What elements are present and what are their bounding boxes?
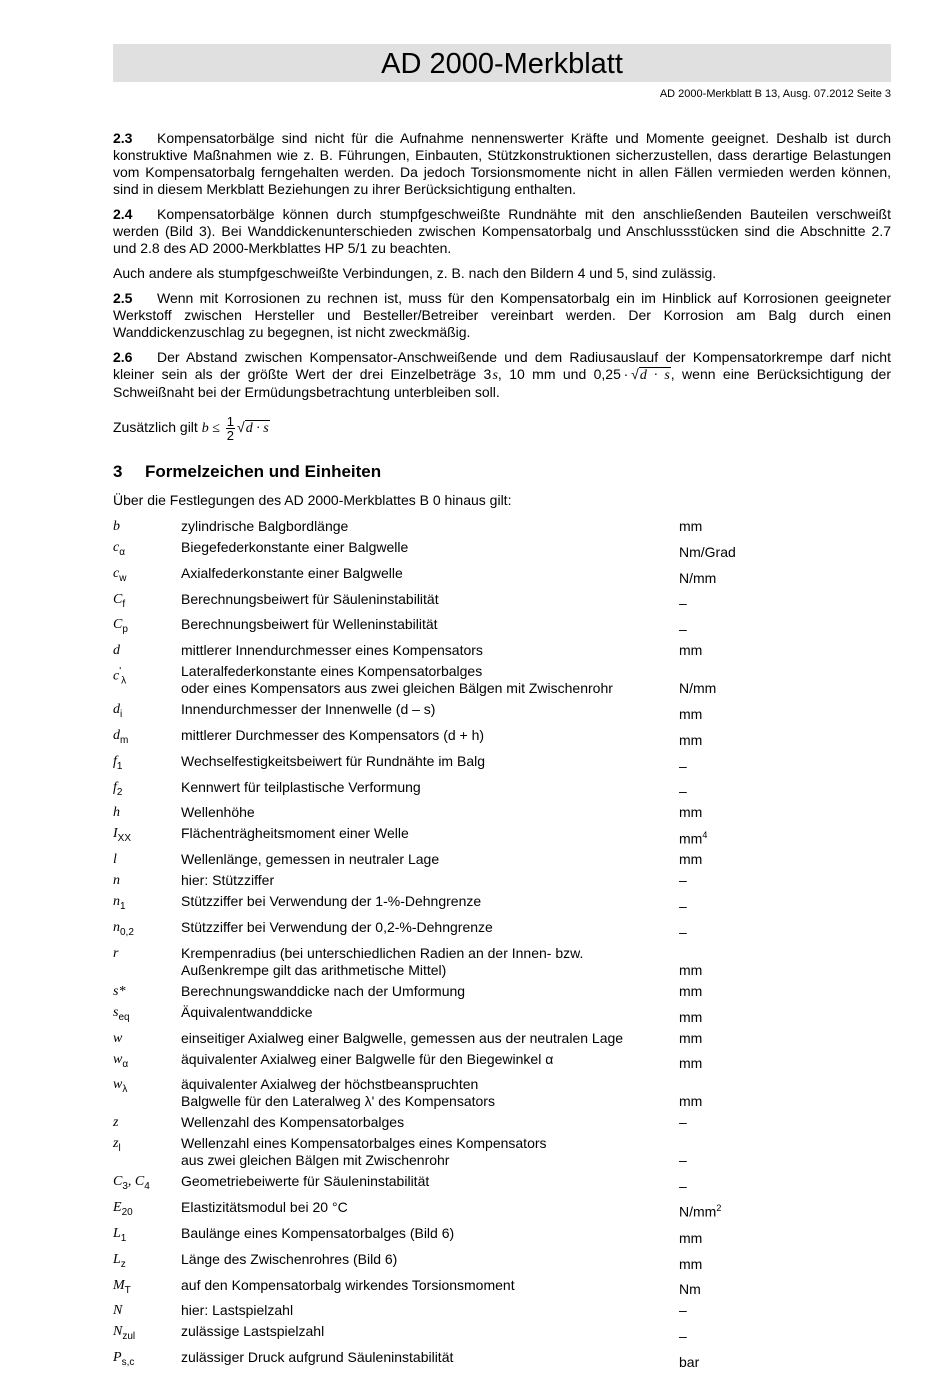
symbol-unit: – — [679, 872, 687, 889]
symbol-unit: – — [679, 1302, 687, 1319]
fraction-numerator: 1 — [226, 414, 235, 429]
header-subtitle: AD 2000-Merkblatt B 13, Ausg. 07.2012 Seite 3 — [659, 88, 891, 100]
symbol: $n_{0,2}$ — [113, 919, 134, 938]
symbol-description: Berechnungsbeiwert für Welleninstabilität — [181, 616, 438, 633]
symbol-unit: mm — [679, 851, 703, 868]
symbol-row — [113, 753, 891, 775]
symbol-row — [113, 616, 891, 638]
section-number: 2.5 — [113, 290, 133, 306]
symbol-description: Krempenradius (bei unterschiedlichen Radien an der Innen- bzw. Außenkrempe gilt das arithmetische Mittel) — [181, 944, 584, 978]
chapter-intro: Über die Festlegungen des AD 2000-Merkblattes B 0 hinaus gilt: — [113, 492, 512, 508]
symbol-description: Kennwert für teilplastische Verformung — [181, 778, 421, 795]
section-2-5 — [113, 290, 891, 341]
symbol: $c_\alpha$ — [113, 540, 125, 558]
symbol-row — [113, 642, 891, 659]
symbol-description: Innendurchmesser der Innenwelle (d – s) — [181, 701, 436, 718]
additional-condition: Zusätzlich gilt b ≤ $\frac{1}{2}$ √d · s — [113, 414, 269, 443]
additional-label: Zusätzlich gilt — [113, 419, 198, 436]
symbol-row — [113, 663, 891, 697]
symbol: $n_1$ — [113, 894, 126, 912]
symbol-list — [113, 518, 891, 1371]
symbol-unit: – — [679, 923, 687, 940]
symbol-row — [113, 1225, 891, 1247]
section-number: 2.4 — [113, 206, 133, 222]
symbol-unit: – — [679, 1178, 687, 1195]
chapter-number: 3 — [113, 462, 123, 481]
symbol-description: Wellenzahl des Kompensatorbalges — [181, 1114, 405, 1131]
symbol-row — [113, 872, 891, 889]
section-text: Kompensatorbälge sind nicht für die Aufnahme nennenswerter Kräfte und Momente geeignet. Deshalb ist durch konstruktive Maßnahmen wie z. B. Führungen, Einbauten, Stützkonstruktionen sicherzustellen, dass derartige Belastungen vom Kompensatorbalg ferngehalten werden. Da jedoch Torsionsmomente nicht in allen Fällen vermieden werden können, sind in diesem Merkblatt Beziehungen zu ihrer Berücksichtigung enthalten. — [113, 130, 891, 197]
symbol-unit: mm — [679, 1008, 703, 1025]
symbol-unit: bar — [679, 1353, 700, 1370]
symbol: $d_m$ — [113, 727, 129, 746]
symbol-unit: – — [679, 783, 687, 800]
symbol-description: Stützziffer bei Verwendung der 0,2-%-Dehngrenze — [181, 918, 493, 935]
symbol-row — [113, 919, 891, 941]
symbol-row — [113, 539, 891, 561]
symbol: l — [113, 852, 117, 868]
symbol-row — [113, 1277, 891, 1299]
symbol-row — [113, 518, 891, 535]
symbol-row — [113, 1076, 891, 1110]
section-2-6: 2.6 Der Abstand zwischen Kompensator-Anschweißende und dem Radiusauslauf der Kompensatorkrempe darf nicht kleiner sein als der größte Wert der drei Einzelbeträge 3 s, 10 mm und 0,25 · √d · s, wenn eine Berücksichtigung der Schweißnaht bei der Ermüdungsbetrachtung unterbleiben soll. — [113, 349, 892, 400]
symbol: $d_i$ — [113, 702, 123, 720]
symbol-row — [113, 565, 891, 587]
section-number: 2.6 — [113, 349, 133, 365]
symbol: $C_f$ — [113, 591, 126, 610]
section-text: Wenn mit Korrosionen zu rechnen ist, muss für den Kompensatorbalg ein im Hinblick auf Korrosionen geeigneter Werkstoff zwischen Hersteller und Besteller/Betreiber vereinbart werden. Der Korrosion am Balg durch einen Wanddickenzuschlag zu begegnen, ist nicht zweckmäßig. — [113, 290, 891, 340]
symbol-description: Wellenhöhe — [181, 804, 255, 821]
symbol: $L_z$ — [113, 1251, 126, 1270]
symbol: $f_2$ — [113, 779, 123, 798]
symbol-row — [113, 701, 891, 723]
symbol: $c_w$ — [113, 565, 127, 584]
section-text-part1: Der Abstand zwischen Kompensator-Anschweißende und dem Radiusauslauf der Kompensatorkrempe darf nicht kleiner sein als der größte Wert der drei Einzelbeträge 3 — [113, 349, 891, 382]
symbol-unit: mm — [679, 1093, 703, 1110]
symbol-unit: mm — [679, 961, 703, 978]
symbol-row — [113, 1135, 891, 1169]
symbol-description: hier: Lastspielzahl — [181, 1302, 294, 1319]
symbol: d — [113, 643, 120, 659]
symbol-row — [113, 1004, 891, 1026]
symbol: w — [113, 1030, 123, 1046]
symbol: $M_T$ — [113, 1277, 131, 1296]
symbol: $f_1$ — [113, 753, 123, 772]
symbol-unit: – — [679, 595, 687, 612]
symbol: n — [113, 873, 120, 889]
symbol-unit: Nm/Grad — [679, 543, 736, 560]
symbol-unit: Nm — [679, 1281, 701, 1298]
symbol: $z_l$ — [113, 1136, 121, 1155]
symbol-row — [113, 945, 891, 979]
symbol: r — [113, 945, 119, 961]
fraction-denominator: 2 — [226, 428, 235, 443]
symbol-unit: mm — [679, 642, 703, 659]
symbol-description: Lateralfederkonstante eines Kompensatorbalges oder eines Kompensators aus zwei gleichen Bälgen mit Zwischenrohr — [181, 663, 613, 697]
symbol: N — [113, 1303, 123, 1319]
symbol-unit: mm — [679, 804, 703, 821]
symbol-unit: mm — [679, 1029, 703, 1046]
section-2-3 — [113, 130, 891, 198]
symbol-description: Wellenlänge, gemessen in neutraler Lage — [181, 851, 440, 868]
symbol-unit: N/mm — [679, 680, 717, 697]
symbol-row — [113, 1051, 891, 1073]
section-2-4 — [113, 206, 891, 257]
symbol-description: Baulänge eines Kompensatorbalges (Bild 6) — [181, 1224, 455, 1241]
symbol-row — [113, 1030, 891, 1047]
symbol-description: mittlerer Innendurchmesser eines Kompensators — [181, 642, 483, 659]
symbol-row — [113, 825, 891, 847]
symbol-description: Biegefederkonstante einer Balgwelle — [181, 539, 409, 555]
fraction — [226, 415, 235, 442]
symbol-row — [113, 727, 891, 749]
chapter-title: Formelzeichen und Einheiten — [145, 462, 382, 481]
section-text: Kompensatorbälge können durch stumpfgeschweißte Rundnähte mit den anschließenden Bauteilen verschweißt werden (Bild 3). Bei Wanddickenunterschieden zwischen Kompensatorbalg und Anschlussstücken sind die Abschnitte 2.7 und 2.8 des AD 2000-Merkblattes HP 5/1 zu beachten. — [113, 206, 891, 256]
symbol-description: Elastizitätsmodul bei 20 °C — [181, 1199, 348, 1216]
symbol-description: auf den Kompensatorbalg wirkendes Torsionsmoment — [181, 1276, 515, 1293]
symbol-description: Äquivalentwanddicke — [181, 1003, 313, 1020]
symbol-description: zulässiger Druck aufgrund Säuleninstabilität — [181, 1349, 454, 1366]
symbol: $N_{zul}$ — [113, 1324, 136, 1343]
symbol-row — [113, 1349, 891, 1371]
symbol: $c'_\lambda$ — [113, 666, 127, 687]
symbol-unit: mm — [679, 518, 703, 534]
symbol-unit: N/mm — [679, 569, 717, 586]
symbol: $P_{s,c}$ — [113, 1350, 135, 1368]
symbol-description: äquivalenter Axialweg der höchstbeanspruchten Balgwelle für den Lateralweg λ' des Kompensators — [181, 1076, 495, 1110]
symbol-unit: $N/mm^2$ — [679, 1203, 722, 1220]
symbol-description: Wechselfestigkeitsbeiwert für Rundnähte im Balg — [181, 752, 486, 769]
symbol-description: Länge des Zwischenrohres (Bild 6) — [181, 1250, 398, 1267]
symbol-unit: mm — [679, 731, 703, 748]
symbol: $w_\alpha$ — [113, 1051, 129, 1070]
symbol-unit: $mm^4$ — [679, 829, 708, 847]
symbol-row — [113, 591, 891, 613]
symbol: $s_{eq}$ — [113, 1004, 130, 1023]
symbol-description: Geometriebeiwerte für Säuleninstabilität — [181, 1173, 430, 1190]
symbol-row — [113, 1323, 891, 1345]
symbol-description: mittlerer Durchmesser des Kompensators (d + h) — [181, 726, 485, 743]
section-text-part3: , wenn eine Berücksichtigung der Schweißnaht bei der Ermüdungsbetrachtung unterbleiben soll. — [113, 366, 892, 400]
symbol-unit: mm — [679, 982, 703, 999]
symbol-unit: – — [679, 1152, 687, 1169]
symbol-unit: – — [679, 1328, 687, 1345]
symbol-description: einseitiger Axialweg einer Balgwelle, gemessen aus der neutralen Lage — [181, 1029, 624, 1046]
symbol-description: Wellenzahl eines Kompensatorbalges eines Kompensators aus zwei gleichen Bälgen mit Zwischenrohr — [181, 1135, 547, 1169]
document-body — [113, 130, 891, 1375]
page-header — [113, 44, 891, 82]
symbol-row — [113, 1302, 891, 1319]
symbol-description: äquivalenter Axialweg einer Balgwelle für den Biegewinkel α — [181, 1050, 554, 1067]
symbol-description: Axialfederkonstante einer Balgwelle — [181, 564, 403, 581]
symbol: $I_{XX}$ — [113, 826, 132, 845]
symbol: $E_{20}$ — [113, 1200, 133, 1218]
symbol-description: Berechnungsbeiwert für Säuleninstabilität — [181, 590, 439, 607]
symbol-unit: mm — [679, 705, 703, 722]
symbol-row — [113, 1114, 891, 1131]
symbol-unit: – — [679, 1114, 687, 1131]
symbol-unit: – — [679, 757, 687, 774]
symbol: $C_p$ — [113, 617, 128, 636]
symbol: s* — [113, 983, 126, 999]
symbol-unit: mm — [679, 1255, 703, 1272]
symbol: $C_3$, $C_4$ — [113, 1174, 150, 1193]
symbol-row — [113, 779, 891, 801]
symbol-unit: – — [679, 621, 687, 638]
symbol: b — [113, 519, 120, 534]
symbol: h — [113, 805, 120, 821]
section-2-4-addendum: Auch andere als stumpfgeschweißte Verbindungen, z. B. nach den Bildern 4 und 5, sind zulässig. — [113, 265, 717, 281]
symbol-row — [113, 983, 891, 1000]
symbol-description: Berechnungswanddicke nach der Umformung — [181, 982, 466, 999]
math-sqrt-ds: d · s — [639, 368, 670, 383]
symbol: z — [113, 1115, 119, 1131]
symbol-unit: mm — [679, 1055, 703, 1072]
symbol-description: hier: Stützziffer — [181, 872, 275, 889]
math-b-leq: b ≤ — [201, 421, 220, 437]
symbol-row — [113, 1199, 891, 1221]
math-sqrt-ds: d · s — [245, 421, 269, 437]
symbol-row — [113, 804, 891, 821]
symbol-description: Stützziffer bei Verwendung der 1-%-Dehngrenze — [181, 893, 482, 910]
section-text-part2: , 10 mm und 0,25 — [497, 366, 621, 382]
math-s: s — [492, 368, 498, 383]
symbol-description: Flächenträgheitsmoment einer Welle — [181, 825, 409, 842]
symbol-unit: mm — [679, 1229, 703, 1246]
symbol-row — [113, 1251, 891, 1273]
header-title: AD 2000-Merkblatt — [381, 48, 623, 80]
symbol-unit: – — [679, 897, 687, 914]
symbol-row — [113, 1173, 891, 1195]
symbol-row — [113, 851, 891, 868]
chapter-heading — [113, 462, 891, 482]
symbol: $L_1$ — [113, 1225, 127, 1244]
symbol-row — [113, 893, 891, 915]
symbol-description: zylindrische Balgbordlänge — [181, 518, 349, 534]
symbol-description: zulässige Lastspielzahl — [181, 1323, 325, 1340]
section-number: 2.3 — [113, 130, 133, 146]
symbol: $w_\lambda$ — [113, 1077, 128, 1096]
